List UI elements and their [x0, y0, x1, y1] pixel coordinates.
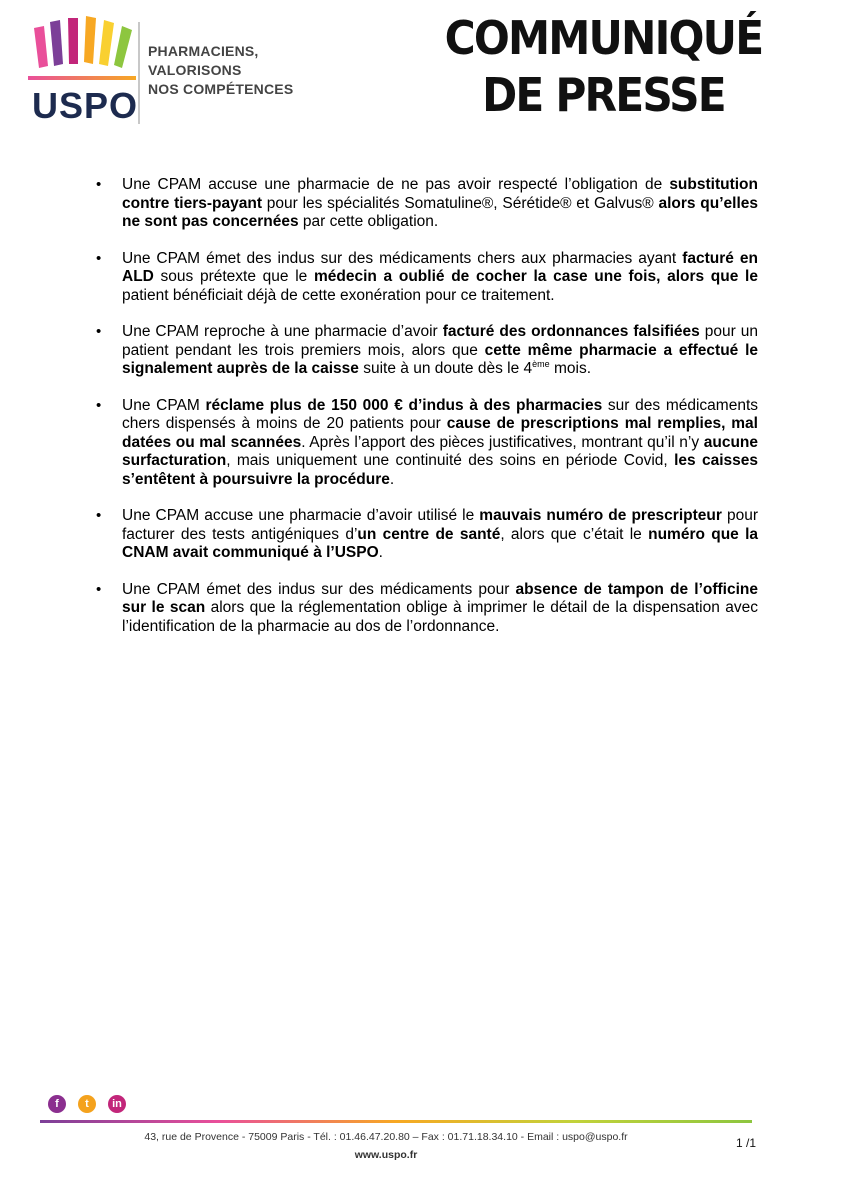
bold-text: réclame plus de 150 000 € d’indus à des pharmacies [205, 396, 603, 414]
body-text: pour facturer des tests antigéniques d’ [122, 507, 758, 543]
title-line-1: COMMUNIQUÉ [444, 11, 762, 65]
body-text: Une CPAM émet des indus sur des médicaments chers aux pharmacies ayant [122, 249, 683, 267]
footer-divider [40, 1120, 752, 1123]
address-text: 43, rue de Provence - 75009 Paris - Tél. : 01.46.47.20.80 – Fax : 01.71.18.34.10 - Email : uspo@uspo.fr [144, 1131, 628, 1143]
body-text: Une CPAM reproche à une pharmacie d’avoir [122, 323, 443, 340]
body-text: . [389, 470, 395, 488]
body-text: Une CPAM [122, 396, 206, 414]
slogan-line-1: PHARMACIENS, [148, 43, 259, 59]
slogan-line-2: VALORISONS [148, 62, 242, 78]
title-line-2: DE PRESSE [481, 68, 725, 122]
bullet-icon: • [96, 396, 102, 414]
website-link[interactable]: www.uspo.fr [354, 1149, 418, 1161]
bullet-icon: • [96, 176, 102, 193]
body-text: . Après l’apport des pièces justificatives, montrant qu’il n’y [301, 433, 704, 451]
twitter-icon[interactable]: t [78, 1095, 96, 1113]
list-item [96, 323, 758, 379]
bullet-icon: • [96, 323, 102, 340]
body-text: pour les spécialités Somatuline®, Sérétide® et Galvus® [262, 194, 659, 212]
body-text: Une CPAM émet des indus sur des médicaments pour [122, 580, 516, 598]
facebook-icon[interactable]: f [48, 1095, 66, 1113]
body-text: pour un patient pendant les trois premiers mois, alors que [122, 323, 758, 359]
bold-text: substitution contre tiers-payant [122, 176, 758, 212]
page-title [444, 10, 762, 124]
bold-text: cette même pharmacie a effectué le signalement auprès de la caisse [122, 341, 758, 377]
body-text: sur des médicaments chers dispensés à moins de 20 patients pour [122, 396, 759, 432]
list-item [96, 397, 758, 490]
body-text: alors que la réglementation oblige à imprimer le détail de la dispensation avec l’identification de la pharmacie au dos de l’ordonnance. [122, 599, 758, 635]
bold-text: médecin a oublié de cocher la case une fois, alors que le [313, 268, 758, 285]
header [0, 0, 848, 160]
logo-text: USPO [32, 85, 139, 126]
body-text: , mais uniquement une continuité des soins en période Covid, [226, 452, 675, 469]
body-text: . [378, 544, 383, 561]
bullet-icon: • [96, 249, 102, 267]
body-text: mois. [549, 360, 591, 377]
bold-text: absence de tampon de l’officine sur le scan [122, 580, 758, 616]
bold-text: facturé des ordonnances falsifiées [442, 323, 700, 340]
bold-text: un centre de santé [357, 525, 501, 543]
body-text: ème [532, 358, 550, 369]
logo-underline [28, 76, 136, 80]
bullet-icon: • [96, 580, 102, 598]
uspo-logo [28, 14, 140, 126]
list-item [96, 250, 758, 306]
page-number: 1 /1 [735, 1136, 756, 1150]
bullet-list [96, 176, 758, 654]
bold-text: numéro que la CNAM avait communiqué à l’USPO [122, 525, 759, 561]
slogan-divider [138, 22, 140, 124]
slogan [148, 42, 293, 99]
bold-text: aucune surfacturation [122, 433, 758, 469]
slogan-line-3: NOS COMPÉTENCES [148, 81, 294, 97]
body-text: patient bénéficiait déjà de cette exonération pour ce traitement. [122, 286, 555, 304]
body-text: sous prétexte que le [153, 268, 314, 285]
list-item [96, 507, 758, 563]
bold-text: alors qu’elles ne sont pas concernées [122, 194, 758, 230]
bold-text: mauvais numéro de prescripteur [479, 507, 722, 524]
body-text: par cette obligation. [298, 213, 439, 230]
footer-address [126, 1130, 646, 1162]
bold-text: facturé en ALD [122, 249, 758, 285]
logo-bars-icon [32, 14, 140, 74]
list-item [96, 581, 758, 637]
social-icons [48, 1094, 138, 1114]
bold-text: les caisses s’entêtent à poursuivre la procédure [122, 452, 758, 488]
body-text: , alors que c’était le [500, 525, 649, 543]
body-text: Une CPAM accuse une pharmacie de ne pas avoir respecté l’obligation de [122, 176, 670, 193]
list-item [96, 176, 758, 232]
body-text: suite à un doute dès le 4 [358, 360, 533, 377]
body-text: Une CPAM accuse une pharmacie d’avoir utilisé le [122, 507, 480, 524]
bold-text: cause de prescriptions mal remplies, mal datées ou mal scannées [122, 415, 758, 451]
bullet-icon: • [96, 507, 102, 524]
linkedin-icon[interactable]: in [108, 1095, 126, 1113]
